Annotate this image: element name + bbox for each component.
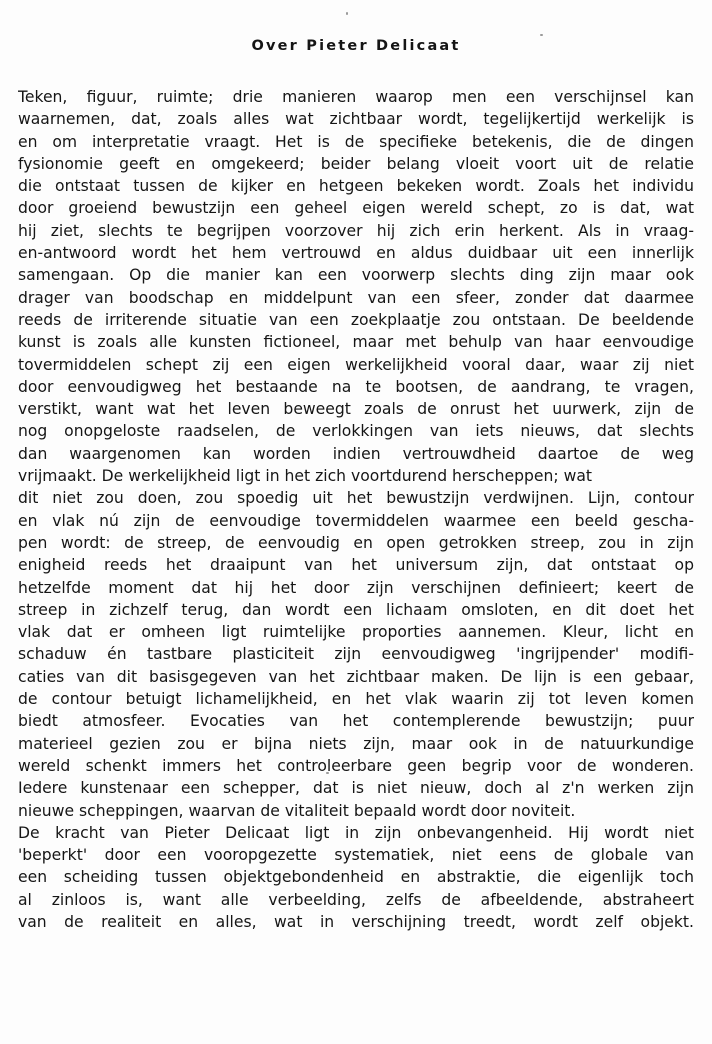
text-line: hetzelfde moment dat hij het door zijn verschijnen definieert; keert de [18, 578, 694, 597]
text-line: Iedere kunstenaar een schepper, dat is niet nieuw, doch al z'n werken zijn [18, 779, 694, 798]
body-paragraphs [18, 86, 694, 933]
text-line: hij ziet, slechts te begrijpen voorzover hij zich erin herkent. Als in vraag- [18, 221, 694, 240]
text-line: van de realiteit en alles, wat in verschijning treedt, wordt zelf objekt. [18, 912, 694, 931]
text-line: die ontstaat tussen de kijker en hetgeen bekeken wordt. Zoals het individu [18, 177, 694, 196]
text-line: reeds de irriterende situatie van een zoekplaatje zou ontstaan. De beeldende [18, 310, 694, 329]
text-line: biedt atmosfeer. Evocaties van het contemplerende bewustzijn; puur [18, 712, 694, 731]
text-line: 'beperkt' door een vooropgezette systematiek, niet eens de globale van [18, 846, 694, 865]
text-line: schaduw én tastbare plasticiteit zijn eenvoudigweg 'ingrijpender' modifi- [18, 645, 694, 664]
text-line: nieuwe scheppingen, waarvan de vitaliteit bepaald wordt door noviteit. [18, 801, 576, 820]
text-line: en-antwoord wordt het hem vertrouwd en aldus duidbaar uit een innerlijk [18, 244, 694, 263]
text-line: De kracht van Pieter Delicaat ligt in zijn onbevangenheid. Hij wordt niet [18, 823, 694, 842]
text-line: streep in zichzelf terug, dan wordt een lichaam omsloten, en dit doet het [18, 600, 694, 619]
text-line: en vlak nú zijn de eenvoudige tovermiddelen waarmee een beeld gescha- [18, 511, 694, 530]
text-line: vrijmaakt. De werkelijkheid ligt in het zich voortdurend herscheppen; wat [18, 467, 593, 486]
text-line: een scheiding tussen objektgebondenheid en abstraktie, die eigenlijk toch [18, 868, 694, 887]
scan-speck [346, 12, 348, 15]
text-line: verstikt, want wat het leven beweegt zoals de onrust het uurwerk, zijn de [18, 400, 694, 419]
text-line: pen wordt: de streep, de eenvoudig en open getrokken streep, zou in zijn [18, 533, 694, 552]
text-line: materieel gezien zou er bijna niets zijn, maar ook in de natuurkundige [18, 734, 694, 753]
text-line: al zinloos is, want alle verbeelding, zelfs de afbeeldende, abstraheert [18, 890, 694, 909]
text-line: nog onopgeloste raadselen, de verlokkingen van iets nieuws, dat slechts [18, 422, 694, 441]
text-line: Teken, figuur, ruimte; drie manieren waarop men een verschijnsel kan [18, 88, 694, 106]
text-line: waarnemen, dat, zoals alles wat zichtbaar wordt, tegelijkertijd werkelijk is [18, 110, 694, 129]
text-line: samengaan. Op die manier kan een voorwerp slechts ding zijn maar ook [18, 266, 694, 285]
text-line: kunst is zoals alle kunsten fictioneel, maar met behulp van haar eenvoudige [18, 333, 694, 352]
text-line: door groeiend bewustzijn een geheel eigen wereld schept, zo is dat, wat [18, 199, 694, 218]
text-line: door eenvoudigweg het bestaande na te bootsen, de aandrang, te vragen, [18, 377, 694, 396]
text-line: fysionomie geeft en omgekeerd; beider belang vloeit voort uit de relatie [18, 154, 694, 173]
text-line: de contour betuigt lichamelijkheid, en het vlak waarin zij tot leven komen [18, 690, 694, 709]
text-line: enigheid reeds het draaipunt van het universum zijn, dat ontstaat op [18, 556, 694, 575]
scan-speck [540, 34, 543, 36]
text-line: dit niet zou doen, zou spoedig uit het bewustzijn verdwijnen. Lijn, contour [18, 489, 694, 508]
text-line: wereld schenkt immers het controleerbare geen begrip voor de wonderen. [18, 756, 694, 775]
document-title: Over Pieter Delicaat [251, 38, 461, 54]
text-line: en om interpretatie vraagt. Het is de specifieke betekenis, die de dingen [18, 132, 694, 151]
text-line: caties van dit basisgegeven van het zichtbaar maken. De lijn is een gebaar, [18, 667, 694, 686]
text-line: tovermiddelen schept zij een eigen werkelijkheid vooral daar, waar zij niet [18, 355, 694, 374]
text-line: drager van boodschap en middelpunt van een sfeer, zonder dat daarmee [18, 288, 694, 307]
text-line: dan waargenomen kan worden indien vertrouwdheid daartoe de weg [18, 444, 694, 463]
text-line: vlak dat er omheen ligt ruimtelijke proporties aannemen. Kleur, licht en [18, 623, 694, 642]
